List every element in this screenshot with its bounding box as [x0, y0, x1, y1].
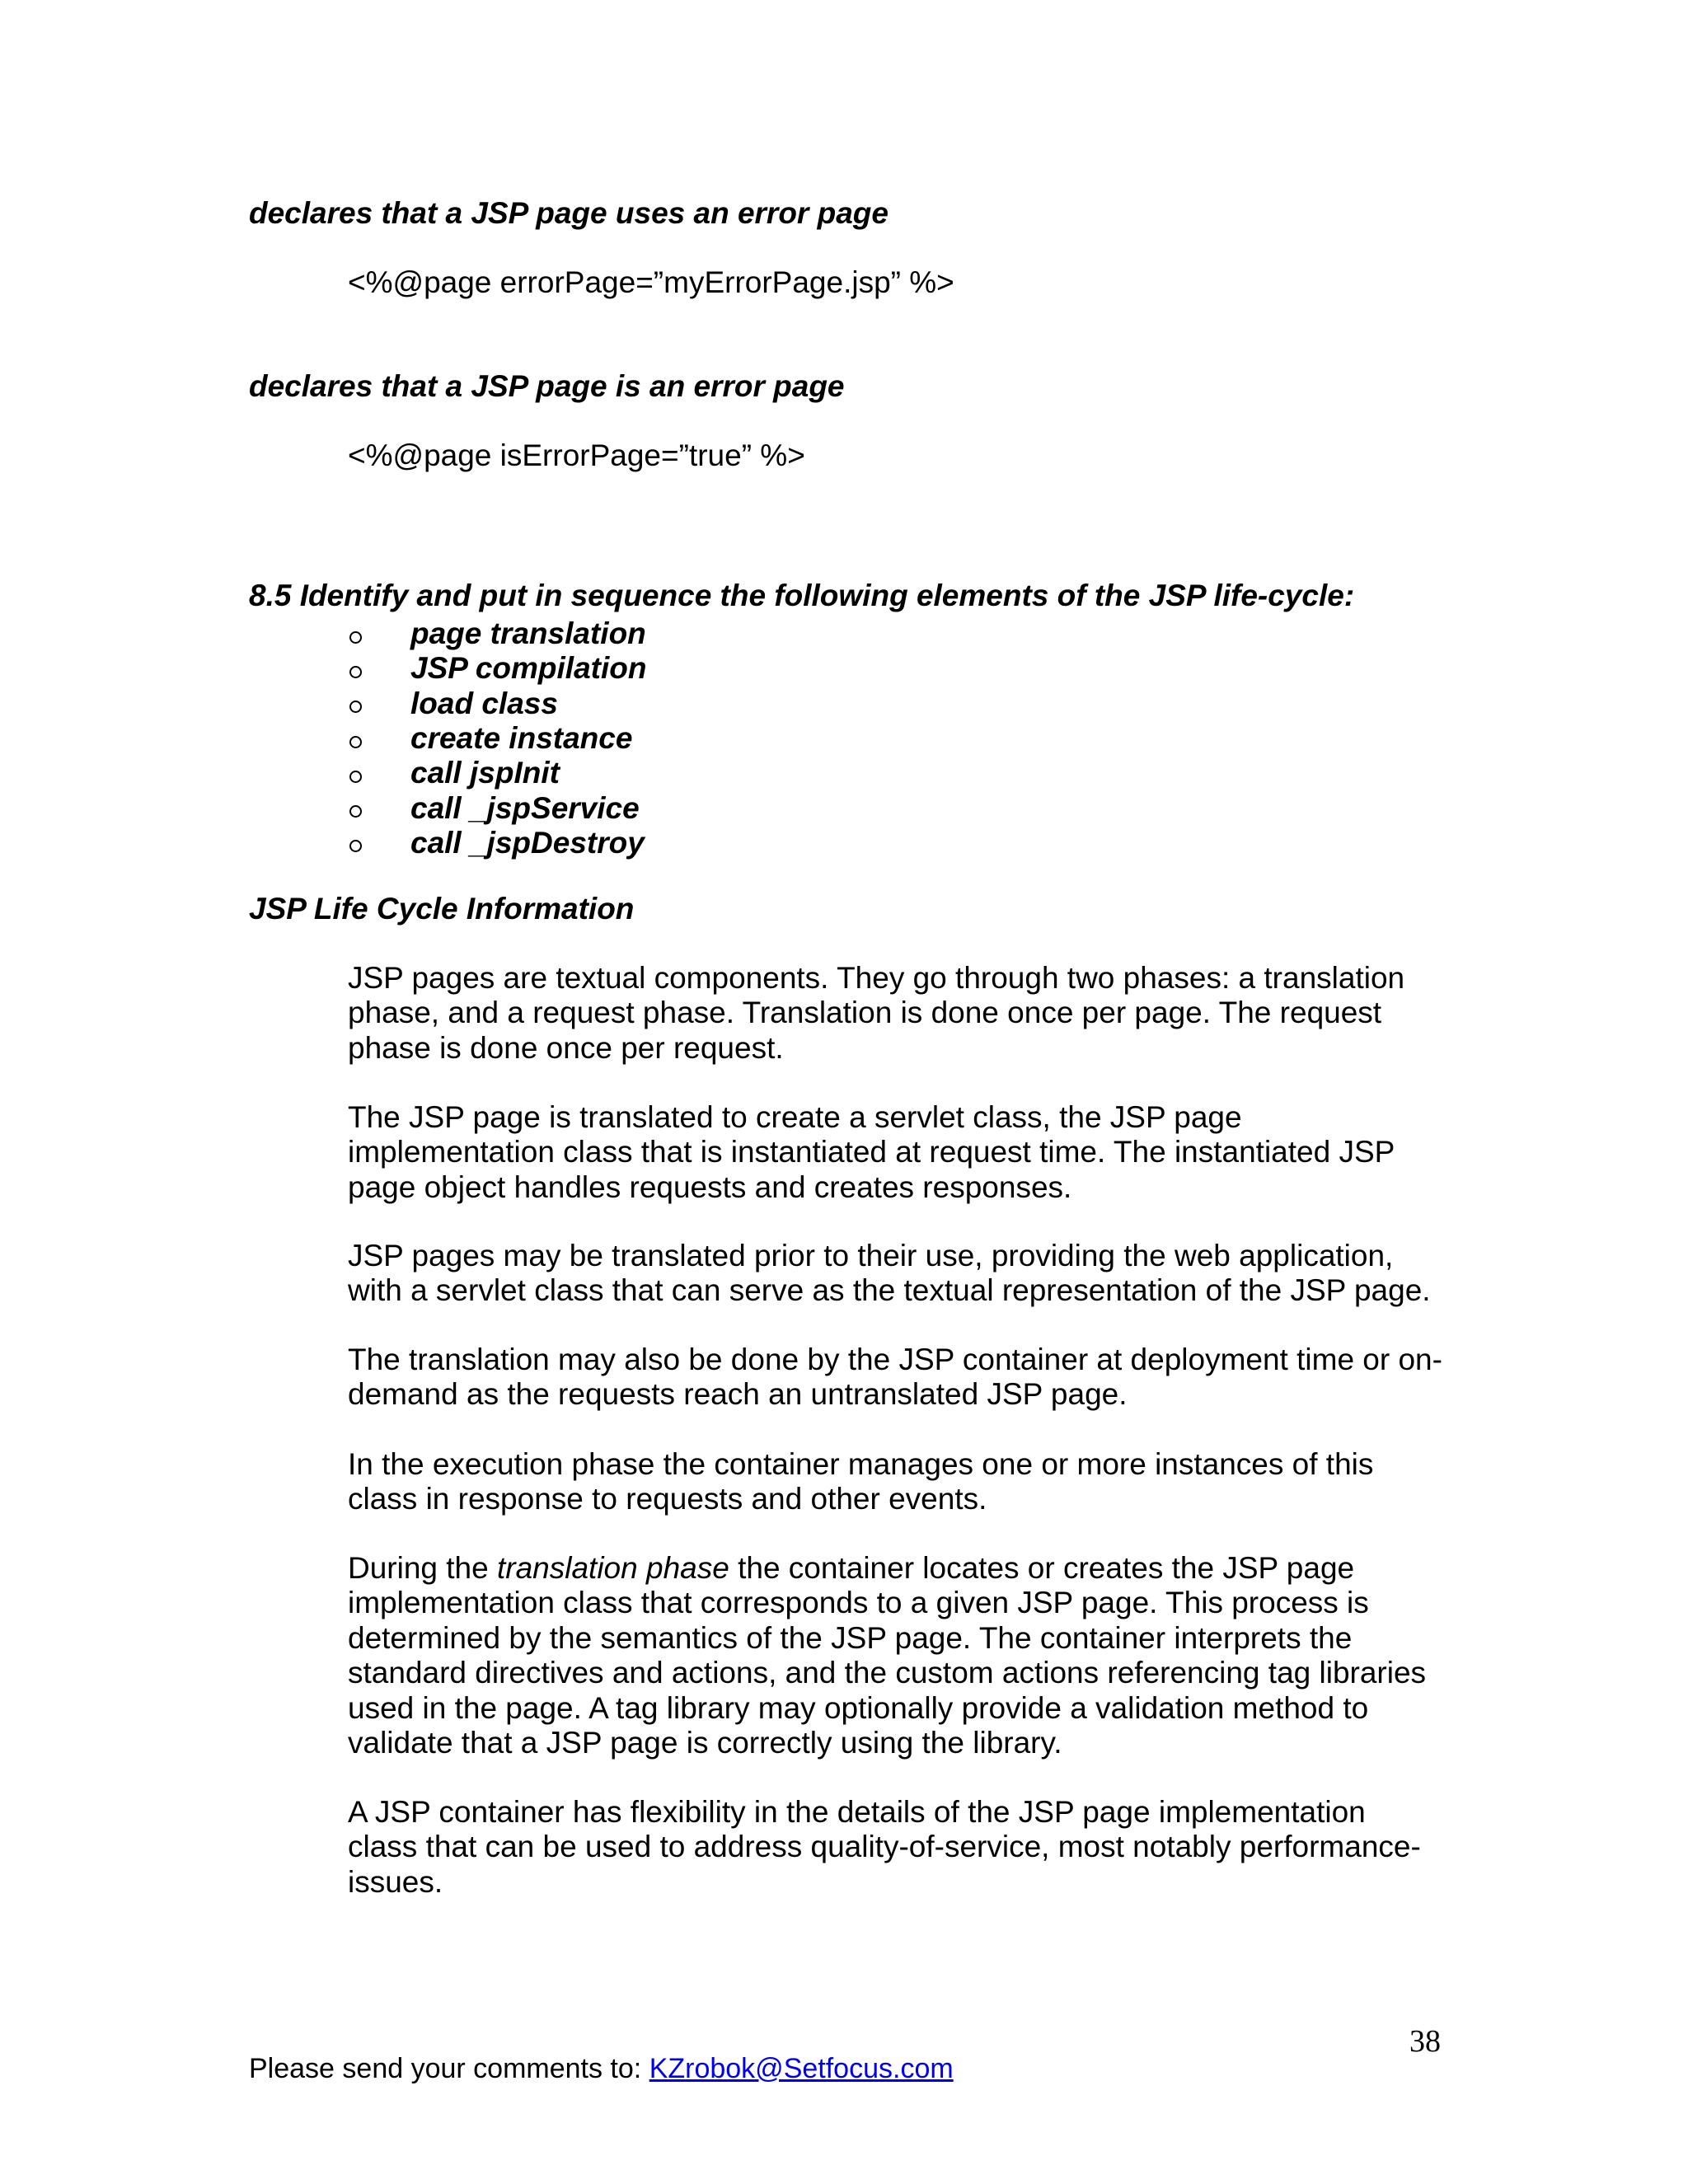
list-item-text: call jspInit — [410, 756, 560, 790]
emphasis-translation-phase: translation phase — [497, 1551, 729, 1585]
paragraph-line: page object handles requests and creates responses. — [348, 1169, 1072, 1204]
paragraph-line — [348, 1551, 1452, 1586]
paragraph-line: A JSP container has flexibility in the details of the JSP page implementation — [348, 1795, 1366, 1829]
bullet-circle-icon — [349, 840, 362, 852]
bullet-circle-icon — [349, 805, 362, 818]
list-item-text: page translation — [410, 616, 646, 651]
list-item-text: JSP compilation — [410, 651, 647, 686]
paragraph-line: JSP pages are textual components. They go through two phases: a translation — [348, 961, 1405, 995]
code-error-page-directive: <%@page errorPage=”myErrorPage.jsp” %> — [348, 265, 954, 299]
paragraph-line: issues. — [348, 1864, 443, 1899]
paragraph-line: class that can be used to address quality-of-service, most notably performance- — [348, 1830, 1421, 1864]
paragraph-line: The JSP page is translated to create a servlet class, the JSP page — [348, 1100, 1242, 1134]
bullet-circle-icon — [349, 631, 362, 644]
paragraph-line: validate that a JSP page is correctly using the library. — [348, 1726, 1062, 1760]
paragraph-line: In the execution phase the container manages one or more instances of this — [348, 1447, 1374, 1481]
page-number: 38 — [1409, 2024, 1441, 2059]
paragraph-execution-phase — [348, 1447, 1452, 1517]
paragraph-line: demand as the requests reach an untranslated JSP page. — [348, 1377, 1128, 1412]
list-item — [348, 826, 646, 860]
paragraph-line: phase is done once per request. — [348, 1030, 784, 1065]
heading-uses-error-page: declares that a JSP page uses an error page — [249, 196, 889, 230]
list-item — [348, 687, 646, 721]
paragraph-line: implementation class that corresponds to a given JSP page. This process is — [348, 1586, 1369, 1620]
paragraph-line: used in the page. A tag library may optionally provide a validation method to — [348, 1690, 1369, 1725]
footer-label: Please send your comments to: — [249, 2053, 649, 2084]
list-item — [348, 651, 646, 686]
list-item — [348, 790, 646, 825]
paragraph-servlet-class — [348, 1100, 1452, 1205]
paragraph-deployment-translation — [348, 1343, 1452, 1413]
footer-email-link[interactable]: KZrobok@Setfocus.com — [649, 2053, 954, 2084]
heading-is-error-page: declares that a JSP page is an error page — [249, 369, 845, 403]
list-item-text: load class — [410, 686, 558, 720]
lifecycle-heading: JSP Life Cycle Information — [249, 892, 635, 926]
paragraph-line: JSP pages may be translated prior to their use, providing the web application, — [348, 1239, 1394, 1272]
footer — [249, 2052, 954, 2085]
paragraph-line: phase, and a request phase. Translation is done once per page. The request — [348, 996, 1382, 1030]
paragraph-translation-phase — [348, 1551, 1452, 1760]
list-item — [348, 756, 646, 790]
paragraph-line: The translation may also be done by the JSP container at deployment time or on- — [348, 1343, 1442, 1376]
code-is-error-page-directive: <%@page isErrorPage=”true” %> — [348, 438, 805, 472]
paragraph-line: class in response to requests and other events. — [348, 1482, 987, 1516]
paragraph-line: implementation class that is instantiated at request time. The instantiated JSP — [348, 1135, 1395, 1169]
list-item-text: create instance — [410, 721, 633, 756]
paragraph-line: with a servlet class that can serve as the textual representation of the JSP page. — [348, 1273, 1431, 1308]
bullet-circle-icon — [349, 666, 362, 678]
list-item — [348, 616, 646, 651]
lifecycle-elements-list — [348, 616, 646, 860]
bullet-circle-icon — [349, 701, 362, 713]
objective-heading: 8.5 Identify and put in sequence the following elements of the JSP life-cycle: — [249, 579, 1355, 612]
bullet-circle-icon — [349, 771, 362, 783]
paragraph-phases — [348, 961, 1452, 1066]
paragraph-line: determined by the semantics of the JSP page. The container interprets the — [348, 1620, 1353, 1655]
line-suffix: the container locates or creates the JSP page — [729, 1551, 1355, 1585]
paragraph-container-flexibility — [348, 1795, 1452, 1900]
list-item-text: call _jspDestroy — [410, 825, 645, 860]
list-item-text: call _jspService — [410, 790, 640, 825]
list-item — [348, 721, 646, 756]
paragraph-line: standard directives and actions, and the custom actions referencing tag libraries — [348, 1656, 1427, 1690]
bullet-circle-icon — [349, 736, 362, 748]
paragraph-pre-translation — [348, 1239, 1452, 1309]
line-prefix: During the — [348, 1551, 497, 1585]
